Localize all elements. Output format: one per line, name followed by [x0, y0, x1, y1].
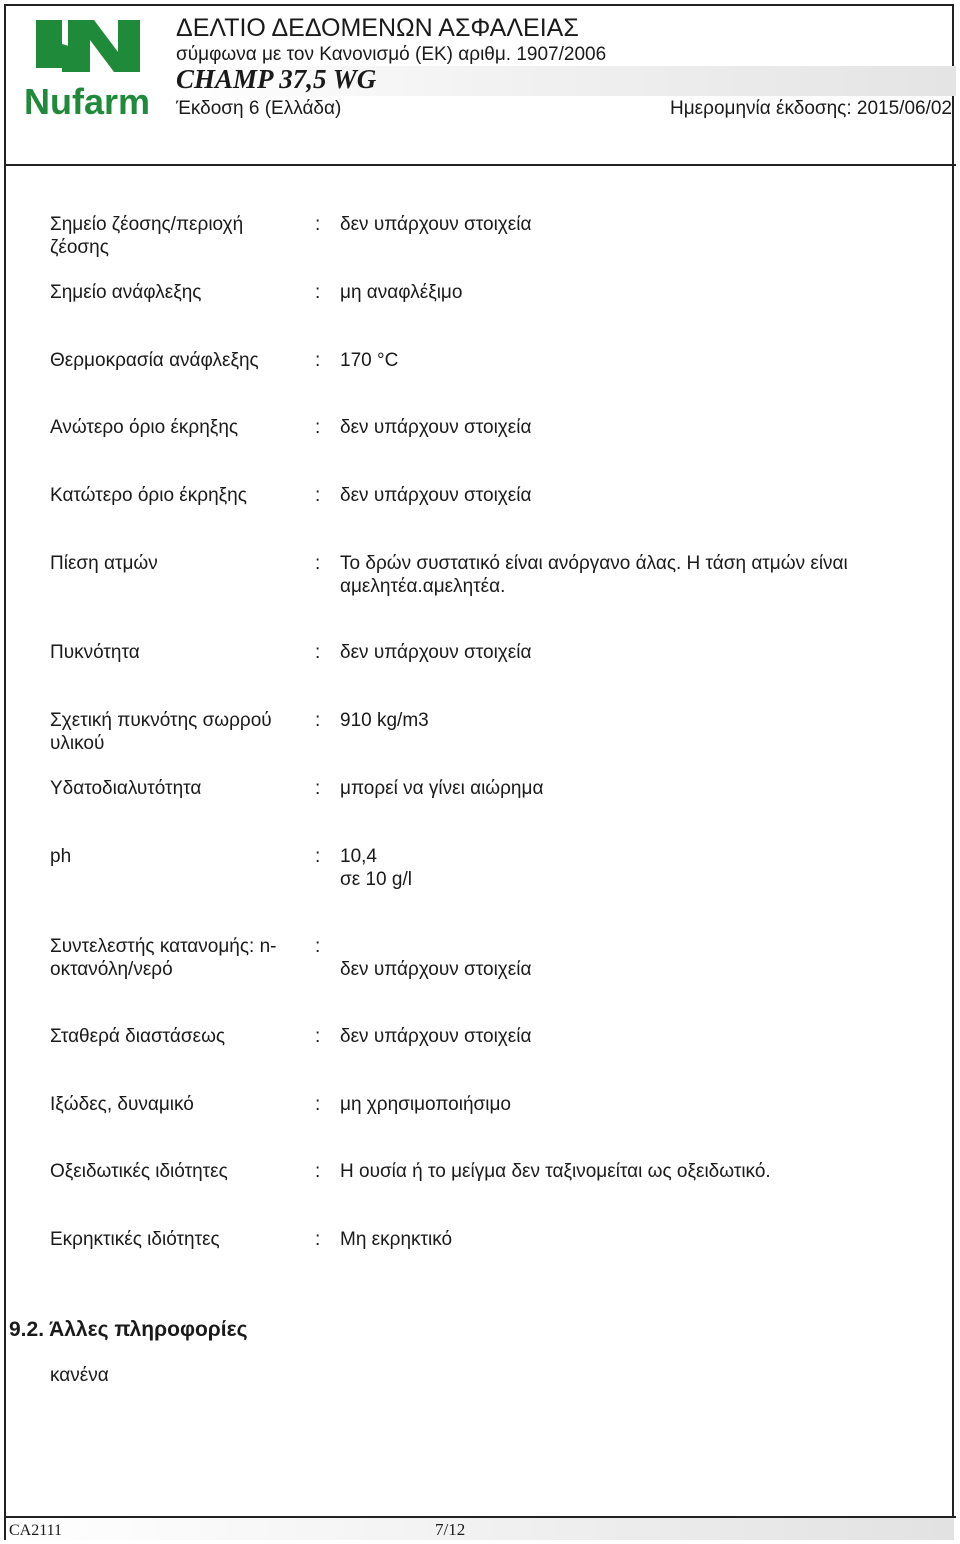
property-label: Ιξώδες, δυναμικό [50, 1094, 194, 1115]
property-colon: : [315, 710, 321, 731]
property-colon: : [315, 350, 321, 371]
property-colon: : [315, 485, 321, 506]
logo-wordmark: Nufarm [24, 81, 150, 122]
property-value: δεν υπάρχουν στοιχεία [340, 417, 532, 438]
property-value: μη αναφλέξιμο [340, 282, 463, 303]
property-value: δεν υπάρχουν στοιχεία [340, 1026, 532, 1047]
property-label: ph [50, 846, 72, 867]
regulation-reference: σύμφωνα με τον Κανονισμό (ΕΚ) αριθμ. 1907/2006 [176, 44, 607, 65]
nufarm-logo-mark-icon [22, 14, 150, 122]
property-colon: : [315, 642, 321, 663]
property-label: Πυκνότητα [50, 642, 140, 663]
property-label: Υδατοδιαλυτότητα [50, 778, 202, 799]
issue-date: Ημερομηνία έκδοσης: 2015/06/02 [670, 98, 952, 119]
property-label: Συντελεστής κατανομής: n-οκτανόλη/νερό [50, 936, 277, 980]
property-label: Θερμοκρασία ανάφλεξης [50, 350, 259, 371]
property-value [340, 845, 930, 891]
product-name: CHAMP 37,5 WG [176, 64, 377, 94]
property-value: δεν υπάρχουν στοιχεία [340, 214, 532, 235]
property-value: δεν υπάρχουν στοιχεία [340, 642, 532, 663]
property-value: Το δρών συστατικό είναι ανόργανο άλας. Η τάση ατμών είναι αμελητέα.αμελητέα. [340, 553, 848, 597]
property-value: Η ουσία ή το μείγμα δεν ταξινομείται ως οξειδωτικό. [340, 1161, 771, 1182]
property-value: δεν υπάρχουν στοιχεία [340, 485, 532, 506]
ph-value: 10,4 [340, 846, 377, 867]
property-colon: : [315, 1094, 321, 1115]
nufarm-logo [22, 14, 150, 122]
edition-info: Έκδοση 6 (Ελλάδα) [176, 98, 342, 119]
property-colon: : [315, 1229, 321, 1250]
document-title: ΔΕΛΤΙΟ ΔΕΔΟΜΕΝΩΝ ΑΣΦΑΛΕΙΑΣ [176, 14, 579, 42]
property-colon: : [315, 936, 321, 957]
ph-condition: σε 10 g/l [340, 869, 412, 890]
property-colon: : [315, 282, 321, 303]
property-label: Κατώτερο όριο έκρηξης [50, 485, 247, 506]
property-value: μπορεί να γίνει αιώρημα [340, 778, 544, 799]
property-label: Σημείο ανάφλεξης [50, 282, 202, 303]
property-label: Εκρηκτικές ιδιότητες [50, 1229, 220, 1250]
section-heading: 9.2. Άλλες πληροφορίες [9, 1318, 248, 1341]
property-value: Μη εκρηκτικό [340, 1229, 453, 1250]
property-colon: : [315, 553, 321, 574]
property-colon: : [315, 778, 321, 799]
property-value: μη χρησιμοποιήσιμο [340, 1094, 511, 1115]
property-label: Σημείο ζέοσης/περιοχή ζέοσης [50, 214, 244, 258]
property-value: 170 °C [340, 350, 399, 371]
property-value: 910 kg/m3 [340, 710, 429, 731]
property-colon: : [315, 417, 321, 438]
header-divider [4, 164, 956, 166]
property-value: δεν υπάρχουν στοιχεία [340, 959, 532, 980]
page-number: 7/12 [435, 1520, 466, 1539]
property-label: Ανώτερο όριο έκρηξης [50, 417, 239, 438]
property-colon: : [315, 846, 321, 867]
property-label: Οξειδωτικές ιδιότητες [50, 1161, 228, 1182]
footer-band [6, 1518, 954, 1540]
document-code: CA2111 [9, 1522, 63, 1539]
property-colon: : [315, 1026, 321, 1047]
property-label: Σταθερά διαστάσεως [50, 1026, 226, 1047]
property-colon: : [315, 214, 321, 235]
property-label: Σχετική πυκνότης σωρρού υλικού [50, 710, 272, 754]
property-colon: : [315, 1161, 321, 1182]
property-label: Πίεση ατμών [50, 553, 158, 574]
section-body: κανένα [50, 1365, 109, 1386]
